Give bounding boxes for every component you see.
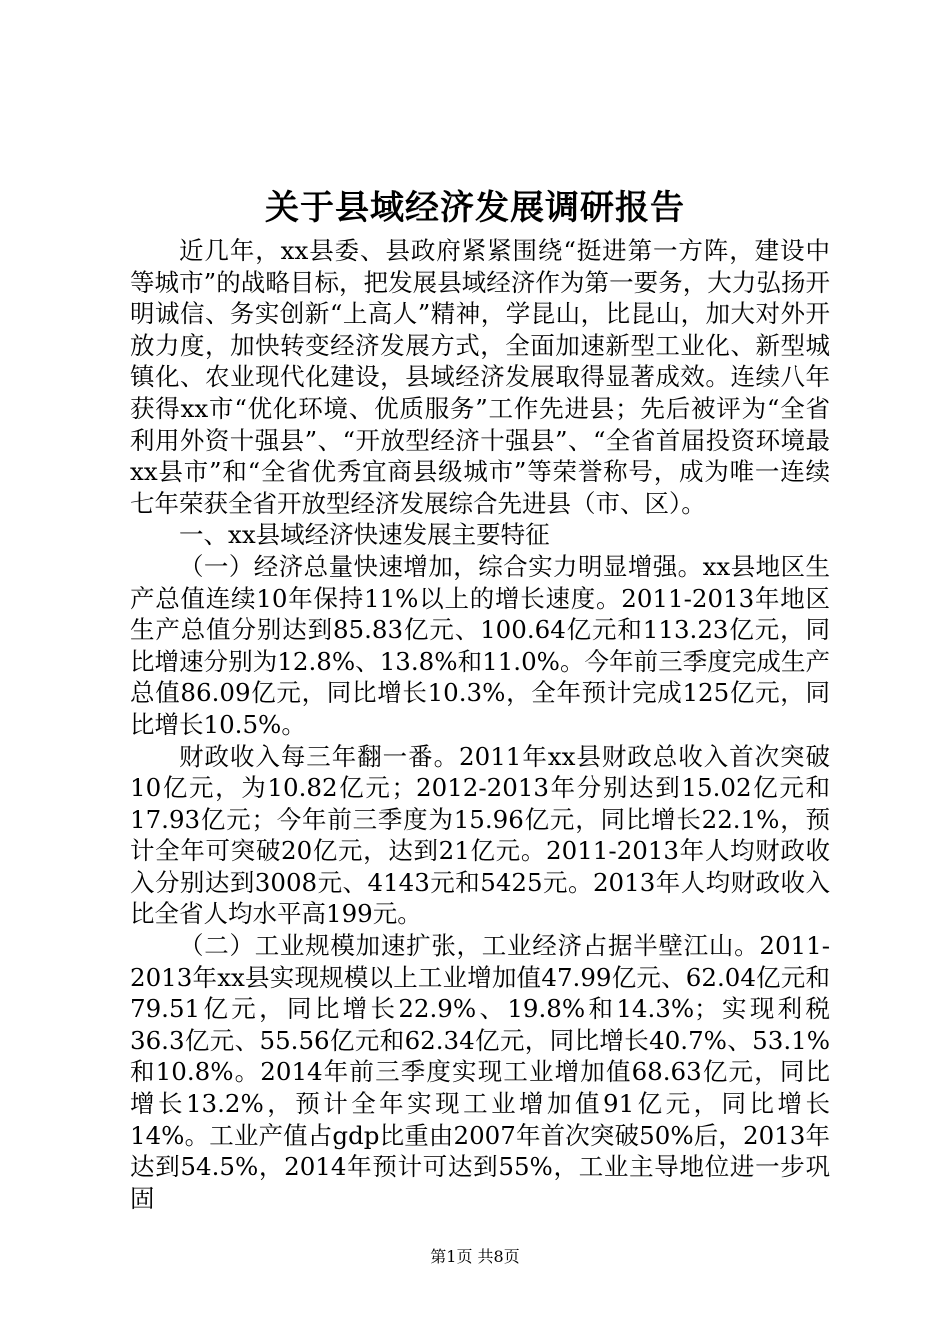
document-title: 关于县域经济发展调研报告 [265, 188, 685, 228]
paragraph-industry-scale: （二）工业规模加速扩张，工业经济占据半壁江山。2011-2013年xx县实现规模以上工业增加值47.99亿元、62.04亿元和79.51亿元，同比增长22.9%、19.8%和14.3%；实现利税36.3亿元、55.56亿元和62.34亿元，同比增长40.7%、53.1%和10.8%。2014年前三季度实现工业增加值68.63亿元，同比增长13.2%，预计全年实现工业增加值91亿元，同比增长14%。工业产值占gdp比重由2007年首次突破50%后，2013年达到54.5%，2014年预计可达到55%，工业主导地位进一步巩固 [130, 931, 830, 1213]
paragraph-economy-total: （一）经济总量快速增加，综合实力明显增强。xx县地区生产总值连续10年保持11%以上的增长速度。2011-2013年地区生产总值分别达到85.83亿元、100.64亿元和113.23亿元，同比增速分别为12.8%、13.8%和11.0%。今年前三季度完成生产总值86.09亿元，同比增长10.3%，全年预计完成125亿元，同比增长10.5%。 [130, 551, 830, 739]
paragraph-intro: 近几年，xx县委、县政府紧紧围绕“挺进第一方阵，建设中等城市”的战略目标，把发展县域经济作为第一要务，大力弘扬开明诚信、务实创新“上高人”精神，学昆山，比昆山，加大对外开放力度，加快转变经济发展方式，全面加速新型工业化、新型城镇化、农业现代化建设，县域经济发展取得显著成效。连续八年获得xx市“优化环境、优质服务”工作先进县；先后被评为“全省利用外资十强县”、“开放型经济十强县”、“全省首届投资环境最xx县市”和“全省优秀宜商县级城市”等荣誉称号，成为唯一连续七年荣获全省开放型经济发展综合先进县（市、区）。 [130, 236, 830, 518]
document-body [130, 235, 830, 1214]
section-heading: 一、xx县域经济快速发展主要特征 [179, 520, 550, 550]
paragraph-fiscal-revenue: 财政收入每三年翻一番。2011年xx县财政总收入首次突破10亿元，为10.82亿元；2012-2013年分别达到15.02亿元和17.93亿元；今年前三季度为15.96亿元，同比增长22.1%，预计全年可突破20亿元，达到21亿元。2011-2013年人均财政收入分别达到3008元、4143元和5425元。2013年人均财政收入比全省人均水平高199元。 [130, 741, 830, 929]
page-footer: 第1页 共8页 [430, 1247, 520, 1266]
